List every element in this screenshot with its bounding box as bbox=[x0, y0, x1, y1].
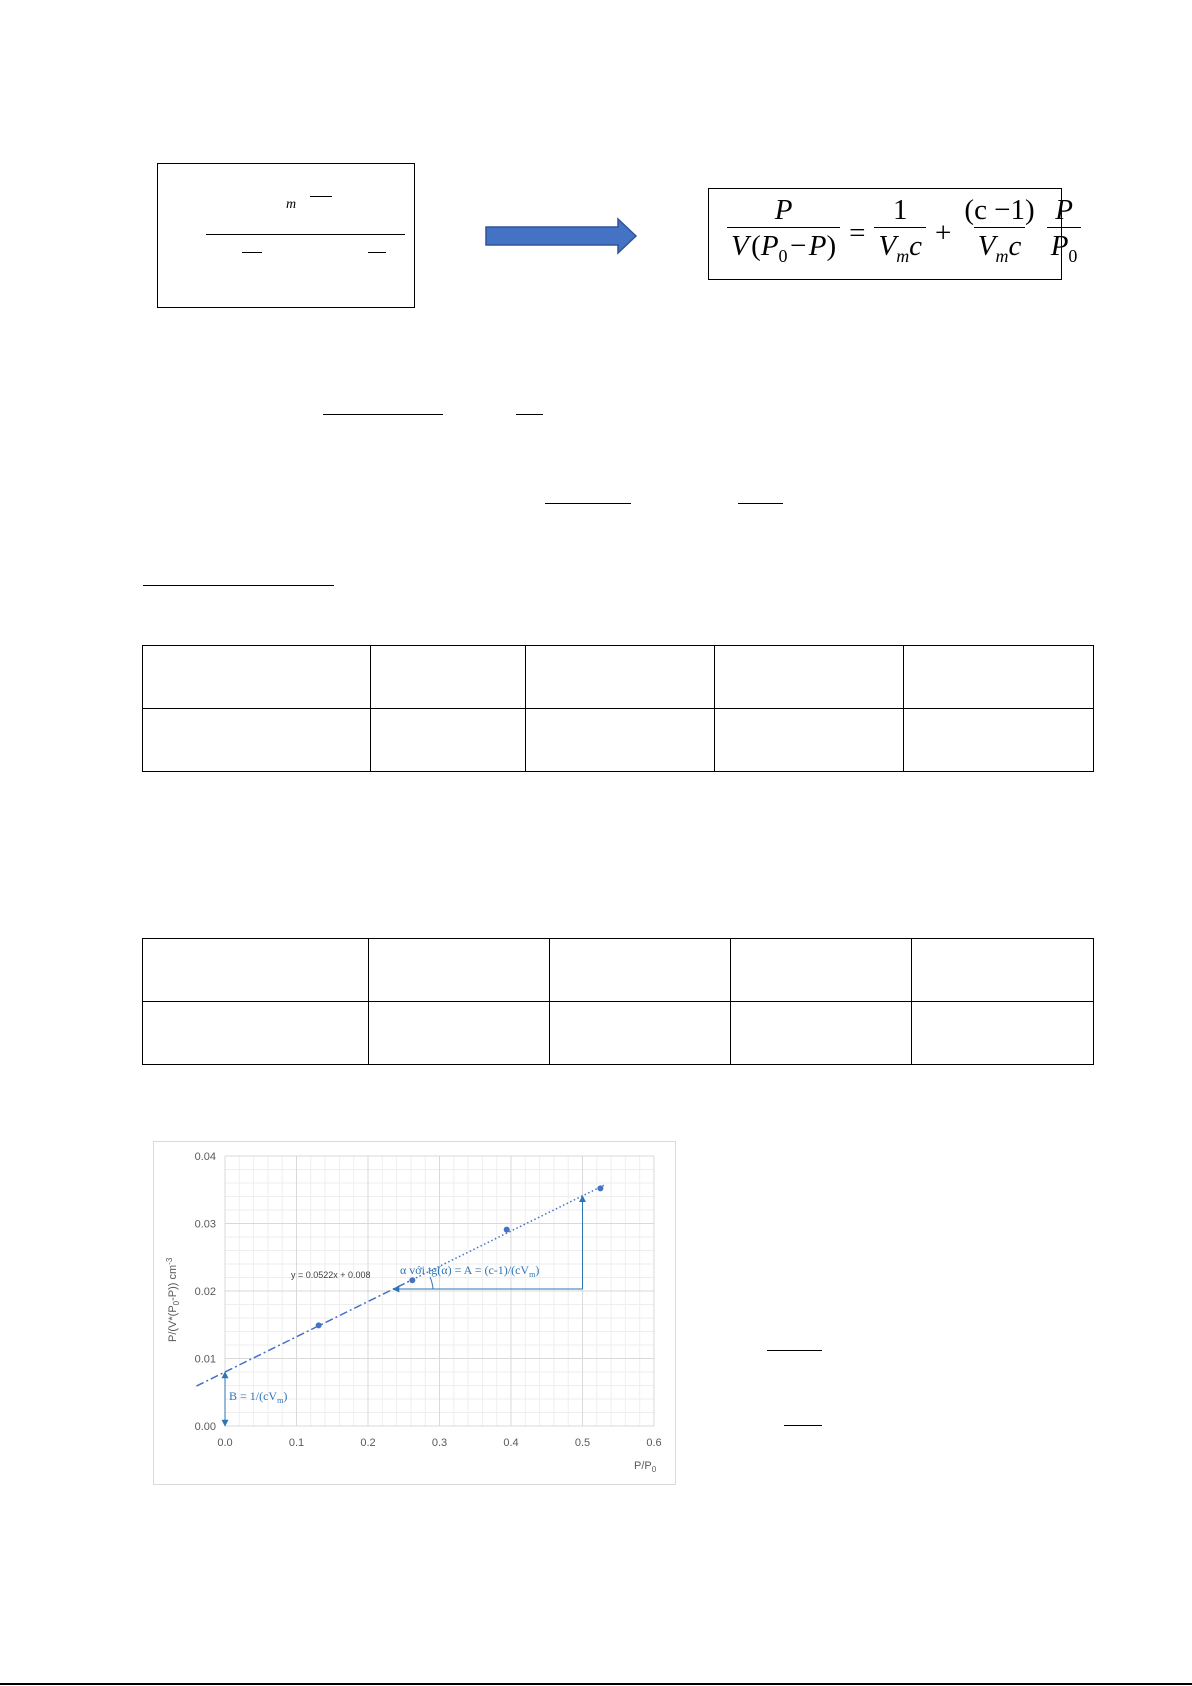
slope-annotation bbox=[400, 1263, 539, 1279]
y-tick-label: 0.02 bbox=[194, 1286, 216, 1298]
formula-mini-bar bbox=[368, 252, 386, 253]
x-tick-label: 0.0 bbox=[217, 1437, 233, 1449]
formula-main-fraction-bar bbox=[206, 234, 405, 235]
intercept-annotation bbox=[229, 1389, 287, 1405]
formula-mini-bar bbox=[310, 196, 332, 197]
table-cell bbox=[912, 1002, 1094, 1065]
table-cell bbox=[526, 709, 715, 772]
formula-box-left bbox=[157, 163, 415, 308]
data-point bbox=[597, 1185, 603, 1191]
data-point bbox=[409, 1277, 415, 1283]
table-row bbox=[143, 709, 1094, 772]
fraction-bar bbox=[784, 1425, 822, 1426]
equals-sign: = bbox=[849, 216, 866, 249]
bet-equation bbox=[723, 193, 1085, 274]
y-axis-label-text: -P)) cm bbox=[167, 1264, 179, 1301]
slope-annotation-text: α với tg(α) = A = (c-1)/(cV bbox=[400, 1263, 530, 1277]
y-axis-label-text: P/(V*(P bbox=[167, 1305, 179, 1342]
table-cell bbox=[904, 709, 1094, 772]
table-cell bbox=[904, 646, 1094, 709]
table-cell bbox=[550, 1002, 731, 1065]
x-tick-label: 0.6 bbox=[646, 1437, 662, 1449]
x-tick-label: 0.4 bbox=[503, 1437, 519, 1449]
equation-slope-fraction: $\frac{(c -1)}{V_mc}$ bbox=[960, 193, 1038, 274]
y-tick-label: 0.00 bbox=[194, 1421, 216, 1433]
table-row bbox=[143, 646, 1094, 709]
formula-subscript-m: m bbox=[286, 197, 297, 212]
x-tick-label: 0.3 bbox=[431, 1437, 448, 1449]
table-row bbox=[143, 939, 1094, 1002]
data-table-1 bbox=[142, 645, 1094, 772]
table-cell bbox=[550, 939, 731, 1002]
table-cell bbox=[369, 1002, 550, 1065]
table-row bbox=[143, 1002, 1094, 1065]
table-cell bbox=[526, 646, 715, 709]
fraction-bar bbox=[767, 1350, 822, 1351]
y-axis-label-superscript: -3 bbox=[165, 1257, 174, 1265]
x-tick-label: 0.1 bbox=[288, 1437, 305, 1449]
bet-plot bbox=[154, 1142, 675, 1484]
table-cell bbox=[371, 709, 526, 772]
fraction-bar bbox=[545, 503, 631, 504]
x-axis-label-text: P/P bbox=[634, 1460, 652, 1472]
fraction-bar bbox=[738, 503, 783, 504]
plus-sign: + bbox=[935, 216, 952, 249]
data-table-2 bbox=[142, 938, 1094, 1065]
trendline-extension bbox=[196, 1280, 412, 1386]
intercept-annotation-text: ) bbox=[283, 1389, 288, 1403]
intercept-annotation-text: B = 1/(cV bbox=[229, 1389, 278, 1403]
slope-annotation-subscript: m bbox=[529, 1270, 536, 1279]
x-tick-label: 0.2 bbox=[360, 1437, 376, 1449]
y-axis-label-subscript: 0 bbox=[172, 1300, 181, 1306]
x-axis-label-subscript: 0 bbox=[651, 1465, 657, 1474]
equation-intercept-fraction: $\frac{1}{V_mc}$ bbox=[874, 193, 926, 274]
y-tick-label: 0.04 bbox=[194, 1151, 216, 1163]
fraction-bar bbox=[516, 414, 543, 415]
x-axis-label bbox=[634, 1460, 657, 1474]
bet-equation-box bbox=[708, 188, 1078, 280]
table-cell bbox=[715, 646, 904, 709]
slope-annotation-text: ) bbox=[535, 1263, 540, 1277]
table-cell bbox=[371, 646, 526, 709]
table-cell bbox=[369, 939, 550, 1002]
table-cell bbox=[143, 1002, 369, 1065]
fraction-bar bbox=[323, 414, 443, 415]
table-cell bbox=[143, 709, 371, 772]
trendline-equation: y = 0.0522x + 0.008 bbox=[291, 1270, 371, 1280]
table-cell bbox=[731, 1002, 912, 1065]
right-arrow-icon bbox=[484, 217, 638, 255]
bet-plot-frame bbox=[153, 1141, 676, 1485]
formula-mini-bar bbox=[242, 252, 262, 253]
table-cell bbox=[143, 646, 371, 709]
table-cell bbox=[715, 709, 904, 772]
y-axis-label bbox=[165, 1257, 181, 1342]
y-tick-label: 0.03 bbox=[194, 1218, 216, 1231]
table-cell bbox=[731, 939, 912, 1002]
page-bottom-rule bbox=[0, 1683, 1192, 1685]
angle-arc bbox=[430, 1277, 433, 1289]
equation-pressure-ratio: $\frac{P}{P_0}$ bbox=[1047, 193, 1082, 274]
data-point bbox=[504, 1227, 510, 1233]
table-cell bbox=[912, 939, 1094, 1002]
table-cell bbox=[143, 939, 369, 1002]
y-tick-label: 0.01 bbox=[194, 1353, 216, 1366]
equation-left-fraction: $\frac{P}{V (P_0 - P)}$ bbox=[727, 193, 840, 274]
x-tick-label: 0.5 bbox=[574, 1437, 591, 1449]
data-point bbox=[316, 1322, 322, 1328]
intercept-annotation-subscript: m bbox=[277, 1396, 284, 1405]
section-heading-underline bbox=[143, 585, 334, 586]
